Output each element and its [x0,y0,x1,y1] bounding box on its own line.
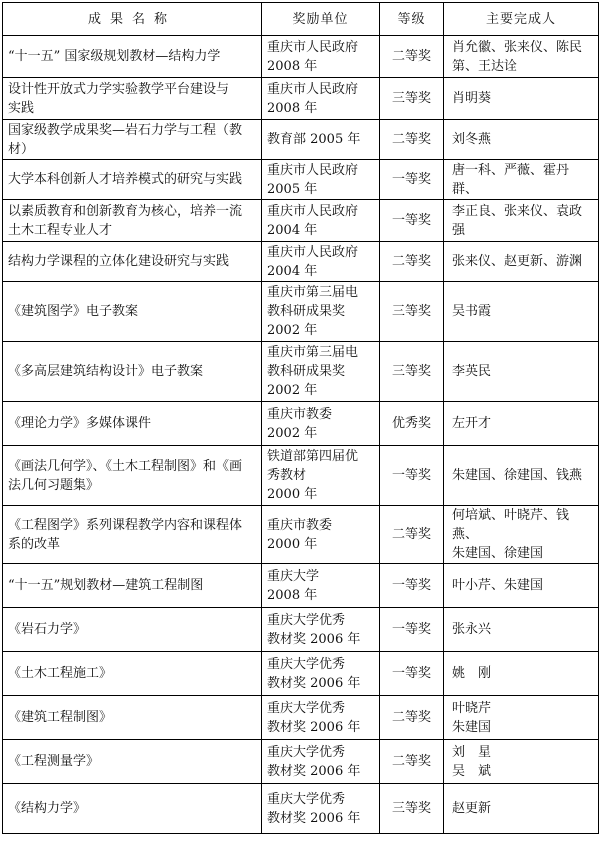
cell-authors: 吴书霞 [444,282,599,342]
cell-name: 结构力学课程的立体化建设研究与实践 [3,242,262,282]
cell-authors: 李正良、张来仪、袁政 强 [444,200,599,242]
cell-name: 《建筑图学》电子教案 [3,282,262,342]
cell-authors: 刘 星 吴 斌 [444,740,599,784]
cell-level: 一等奖 [380,200,444,242]
cell-unit: 重庆市第三届电 教科研成果奖 2002 年 [262,342,380,402]
cell-authors: 赵更新 [444,784,599,834]
cell-authors: 叶晓芹 朱建国 [444,696,599,740]
cell-level: 三等奖 [380,784,444,834]
cell-name: 《土木工程施工》 [3,652,262,696]
cell-name: 《画法几何学》、《土木工程制图》和《画 法几何习题集》 [3,446,262,506]
cell-unit: 重庆市教委 2000 年 [262,506,380,564]
cell-authors: 何培斌、叶晓芹、钱燕、 朱建国、徐建国 [444,506,599,564]
table-row [3,608,599,652]
cell-level: 一等奖 [380,446,444,506]
cell-authors: 叶小芹、朱建国 [444,564,599,608]
cell-unit: 重庆市人民政府 2004 年 [262,242,380,282]
cell-unit: 重庆市人民政府 2004 年 [262,200,380,242]
cell-name: 《建筑工程制图》 [3,696,262,740]
cell-name: “十一五” 国家级规划教材—结构力学 [3,36,262,78]
table-row [3,120,599,160]
table-row [3,446,599,506]
cell-unit: 重庆大学优秀 教材奖 2006 年 [262,740,380,784]
cell-name: “十一五”规划教材—建筑工程制图 [3,564,262,608]
table-row [3,78,599,120]
cell-authors: 朱建国、徐建国、钱燕 [444,446,599,506]
cell-level: 二等奖 [380,506,444,564]
cell-unit: 重庆大学优秀 教材奖 2006 年 [262,652,380,696]
header-level: 等级 [380,3,444,36]
table-row [3,342,599,402]
cell-name: 《工程图学》系列课程教学内容和课程体 系的改革 [3,506,262,564]
header-row [3,3,599,36]
cell-level: 二等奖 [380,696,444,740]
cell-unit: 重庆市人民政府 2005 年 [262,160,380,200]
cell-level: 二等奖 [380,740,444,784]
cell-authors: 左开才 [444,402,599,446]
header-unit: 奖励单位 [262,3,380,36]
cell-authors: 张永兴 [444,608,599,652]
cell-level: 二等奖 [380,36,444,78]
table-row [3,506,599,564]
cell-level: 一等奖 [380,652,444,696]
cell-level: 三等奖 [380,342,444,402]
table-row [3,696,599,740]
cell-level: 三等奖 [380,282,444,342]
cell-name: 《工程测量学》 [3,740,262,784]
table-row [3,402,599,446]
cell-authors: 肖明葵 [444,78,599,120]
table-row [3,282,599,342]
cell-name: 《多高层建筑结构设计》电子教案 [3,342,262,402]
table-row [3,784,599,834]
table-row [3,200,599,242]
cell-authors: 唐一科、严薇、霍丹群、 [444,160,599,200]
cell-unit: 重庆大学优秀 教材奖 2006 年 [262,784,380,834]
cell-unit: 重庆市人民政府 2008 年 [262,36,380,78]
cell-unit: 重庆大学 2008 年 [262,564,380,608]
cell-authors: 姚 刚 [444,652,599,696]
cell-level: 一等奖 [380,160,444,200]
cell-unit: 重庆市教委 2002 年 [262,402,380,446]
cell-unit: 重庆大学优秀 教材奖 2006 年 [262,696,380,740]
cell-unit: 铁道部第四届优 秀教材 2000 年 [262,446,380,506]
table-row [3,36,599,78]
table-row [3,652,599,696]
cell-level: 一等奖 [380,608,444,652]
cell-authors: 肖允徽、张来仪、陈民 第、王达诠 [444,36,599,78]
cell-level: 三等奖 [380,78,444,120]
table-row [3,160,599,200]
cell-unit: 重庆大学优秀 教材奖 2006 年 [262,608,380,652]
cell-name: 设计性开放式力学实验教学平台建设与 实践 [3,78,262,120]
cell-authors: 刘冬燕 [444,120,599,160]
cell-unit: 教育部 2005 年 [262,120,380,160]
cell-unit: 重庆市人民政府 2008 年 [262,78,380,120]
header-authors: 主要完成人 [444,3,599,36]
cell-name: 《岩石力学》 [3,608,262,652]
table-row [3,242,599,282]
awards-table [2,2,599,834]
cell-name: 《结构力学》 [3,784,262,834]
cell-level: 优秀奖 [380,402,444,446]
cell-name: 以素质教育和创新教育为核心，培养一流 土木工程专业人才 [3,200,262,242]
cell-authors: 张来仪、赵更新、游渊 [444,242,599,282]
cell-authors: 李英民 [444,342,599,402]
cell-level: 二等奖 [380,120,444,160]
cell-name: 《理论力学》多媒体课件 [3,402,262,446]
cell-name: 国家级教学成果奖—岩石力学与工程（教 材） [3,120,262,160]
cell-name: 大学本科创新人才培养模式的研究与实践 [3,160,262,200]
cell-unit: 重庆市第三届电 教科研成果奖 2002 年 [262,282,380,342]
header-name: 成果名称 [3,3,262,36]
table-row [3,740,599,784]
table-row [3,564,599,608]
cell-level: 二等奖 [380,242,444,282]
cell-level: 一等奖 [380,564,444,608]
